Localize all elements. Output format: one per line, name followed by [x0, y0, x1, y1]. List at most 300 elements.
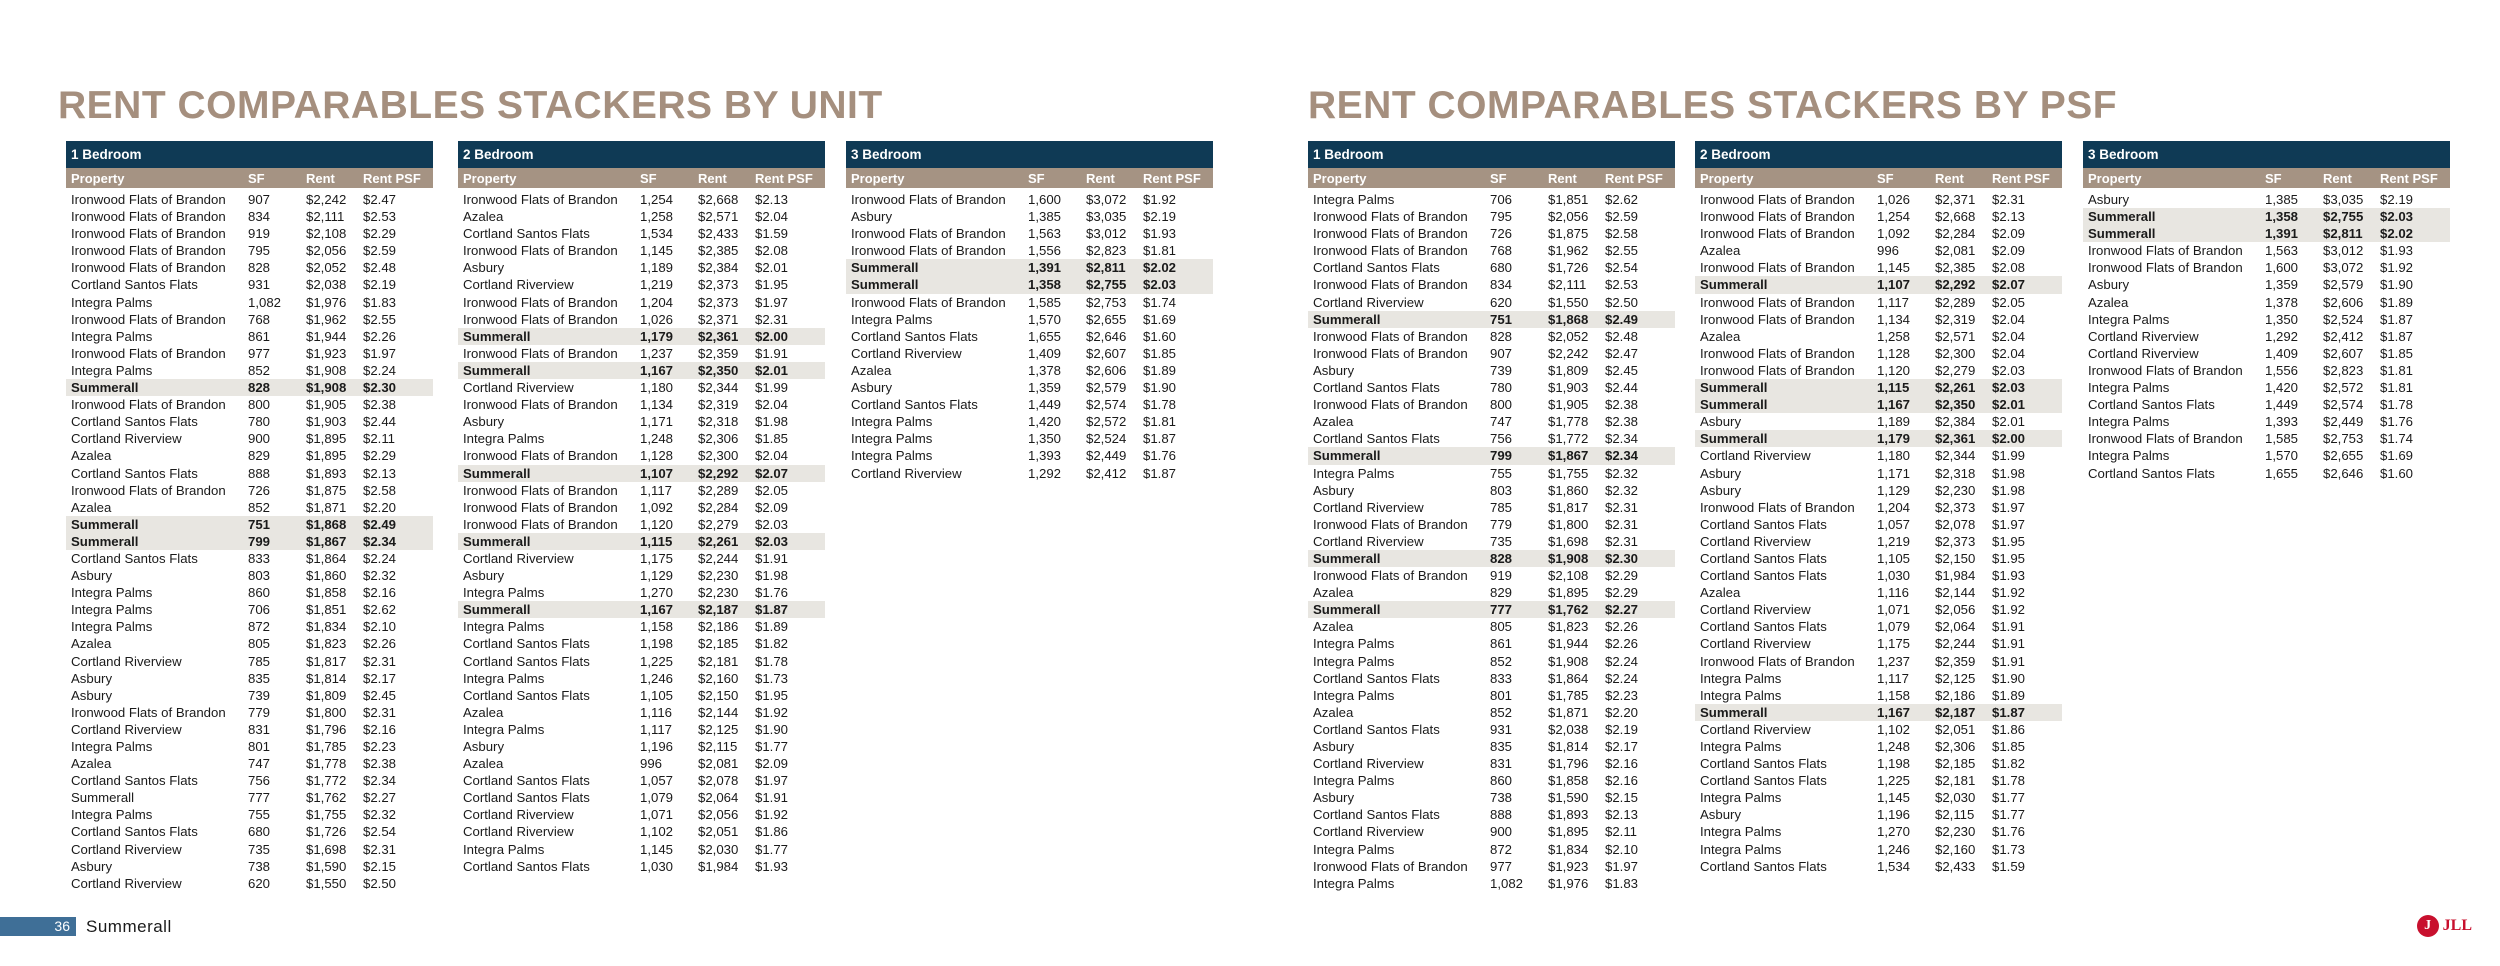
cell-rent: $2,359: [1935, 653, 1976, 669]
cell-rent-psf: $1.97: [755, 294, 789, 310]
cell-rent: $1,698: [1548, 533, 1589, 549]
cell-property: Integra Palms: [71, 807, 153, 823]
cell-sf: 888: [248, 465, 271, 481]
cell-rent-psf: $1.76: [2380, 414, 2414, 430]
cell-rent: $2,187: [698, 602, 739, 618]
table-row: [458, 294, 825, 311]
cell-rent: $3,072: [2323, 260, 2364, 276]
table-row: [458, 208, 825, 225]
cell-rent: $2,606: [1086, 362, 1127, 378]
cell-property: Integra Palms: [463, 619, 545, 635]
cell-rent: $2,052: [306, 260, 347, 276]
cell-rent-psf: $2.48: [363, 260, 397, 276]
cell-property: Cortland Santos Flats: [71, 414, 198, 430]
table-row: [1695, 618, 2062, 635]
cell-sf: 1,248: [640, 431, 674, 447]
column-header-sf: SF: [1877, 170, 1894, 186]
cell-sf: 1,393: [1028, 448, 1062, 464]
cell-property: Cortland Santos Flats: [1313, 431, 1440, 447]
table-row: [458, 721, 825, 738]
cell-rent-psf: $2.11: [1605, 824, 1638, 840]
cell-rent-psf: $2.50: [363, 875, 397, 891]
cell-property: Cortland Santos Flats: [1700, 516, 1827, 532]
cell-sf: 1,082: [1490, 875, 1524, 891]
column-header-sf: SF: [640, 170, 657, 186]
cell-rent: $1,908: [306, 362, 347, 378]
cell-sf: 852: [1490, 704, 1513, 720]
table-row: [1695, 806, 2062, 823]
cell-rent: $2,574: [1086, 397, 1127, 413]
table-row: [2083, 345, 2450, 362]
cell-property: Cortland Santos Flats: [463, 653, 590, 669]
cell-property: Cortland Santos Flats: [1700, 773, 1827, 789]
table-row: [1695, 687, 2062, 704]
cell-rent: $2,261: [1935, 380, 1976, 396]
cell-property: Asbury: [463, 739, 505, 754]
cell-rent-psf: $1.89: [1143, 362, 1177, 378]
table-row: [66, 447, 433, 464]
cell-rent-psf: $1.86: [755, 824, 789, 840]
table-row: [1695, 413, 2062, 430]
cell-property: Ironwood Flats of Brandon: [71, 704, 226, 720]
cell-rent-psf: $1.90: [2380, 277, 2414, 293]
cell-property: Integra Palms: [1313, 875, 1395, 891]
table-row: [458, 482, 825, 499]
cell-property: Ironwood Flats of Brandon: [463, 345, 618, 361]
table-row: [458, 242, 825, 259]
table-row: [458, 311, 825, 328]
cell-rent-psf: $2.03: [755, 516, 789, 532]
cell-property: Ironwood Flats of Brandon: [71, 192, 226, 207]
cell-rent: $1,867: [306, 533, 347, 549]
cell-sf: 860: [248, 585, 271, 601]
cell-rent: $1,905: [1548, 397, 1589, 413]
cell-sf: 726: [1490, 226, 1513, 242]
cell-property: Ironwood Flats of Brandon: [463, 243, 618, 259]
cell-rent-psf: $2.34: [1605, 448, 1639, 464]
cell-property: Ironwood Flats of Brandon: [2088, 362, 2243, 378]
table-row: [1308, 294, 1675, 311]
cell-property: Azalea: [851, 362, 892, 378]
cell-rent: $1,867: [1548, 448, 1589, 464]
jll-logo-mark-icon: J: [2417, 915, 2439, 937]
cell-property: Summerall: [463, 362, 531, 378]
cell-rent-psf: $2.13: [1992, 209, 2026, 225]
cell-sf: 1,158: [640, 619, 674, 635]
table-row: [458, 858, 825, 875]
cell-property: Integra Palms: [851, 448, 933, 464]
cell-property: Cortland Riverview: [1700, 636, 1811, 652]
cell-rent: $2,111: [1548, 277, 1587, 293]
cell-property: Integra Palms: [71, 585, 153, 601]
cell-rent: $1,864: [306, 550, 347, 566]
cell-rent: $1,875: [1548, 226, 1589, 242]
cell-property: Ironwood Flats of Brandon: [463, 482, 618, 498]
cell-rent: $1,823: [306, 636, 347, 652]
cell-rent: $2,753: [1086, 294, 1127, 310]
table-row: [1695, 311, 2062, 328]
table-row-highlighted: [458, 601, 825, 618]
cell-sf: 680: [248, 824, 271, 840]
cell-rent: $2,038: [306, 277, 347, 293]
table-row: [458, 618, 825, 635]
cell-rent: $1,726: [306, 824, 347, 840]
cell-rent-psf: $1.89: [2380, 294, 2414, 310]
cell-rent-psf: $2.01: [1992, 397, 2026, 413]
cell-sf: 1,196: [1877, 807, 1911, 823]
cell-rent: $2,350: [1935, 397, 1976, 413]
table-row: [458, 345, 825, 362]
cell-sf: 751: [1490, 311, 1513, 327]
cell-property: Integra Palms: [851, 311, 933, 327]
cell-rent: $2,038: [1548, 721, 1589, 737]
cell-property: Summerall: [71, 790, 135, 806]
cell-sf: 751: [248, 516, 271, 532]
table-row-highlighted: [458, 533, 825, 550]
cell-rent: $2,187: [1935, 704, 1976, 720]
table-row: [1308, 430, 1675, 447]
cell-property: Cortland Santos Flats: [463, 636, 590, 652]
cell-rent: $2,344: [1935, 448, 1976, 464]
table-row: [1695, 482, 2062, 499]
cell-property: Summerall: [1313, 550, 1381, 566]
cell-rent-psf: $1.81: [2380, 362, 2414, 378]
cell-rent-psf: $2.15: [1605, 790, 1639, 806]
cell-sf: 768: [1490, 243, 1513, 259]
cell-rent: $2,433: [1935, 858, 1976, 874]
cell-property: Integra Palms: [1700, 687, 1782, 703]
cell-rent: $2,607: [1086, 345, 1127, 361]
table-row: [846, 328, 1213, 345]
cell-property: Summerall: [1313, 311, 1381, 327]
table-row-highlighted: [1308, 550, 1675, 567]
table-row: [1695, 550, 2062, 567]
cell-property: Integra Palms: [851, 414, 933, 430]
cell-property: Cortland Santos Flats: [1700, 858, 1827, 874]
cell-property: Cortland Santos Flats: [71, 824, 198, 840]
table-row: [66, 311, 433, 328]
cell-rent-psf: $1.95: [755, 687, 789, 703]
table-row: [66, 225, 433, 242]
cell-sf: 1,198: [640, 636, 674, 652]
table-row-highlighted: [1695, 430, 2062, 447]
table-row: [2083, 430, 2450, 447]
cell-property: Cortland Santos Flats: [1313, 721, 1440, 737]
cell-property: Integra Palms: [71, 328, 153, 344]
cell-sf: 1,071: [1877, 602, 1911, 618]
cell-sf: 1,655: [1028, 328, 1062, 344]
cell-property: Integra Palms: [1313, 192, 1395, 207]
cell-rent: $1,800: [306, 704, 347, 720]
cell-rent-psf: $2.04: [1992, 311, 2026, 327]
cell-sf: 1,082: [248, 294, 282, 310]
cell-property: Asbury: [1700, 465, 1742, 481]
cell-sf: 739: [248, 687, 271, 703]
cell-property: Cortland Riverview: [1313, 756, 1424, 772]
cell-rent: $1,903: [1548, 380, 1589, 396]
cell-rent: $1,785: [1548, 687, 1589, 703]
cell-sf: 1,358: [2265, 209, 2299, 225]
cell-rent-psf: $2.05: [1992, 294, 2026, 310]
table-row-highlighted: [846, 259, 1213, 276]
cell-property: Ironwood Flats of Brandon: [71, 243, 226, 259]
table-row: [1308, 362, 1675, 379]
table-row: [458, 687, 825, 704]
cell-rent: $2,319: [698, 397, 739, 413]
table-row: [1308, 670, 1675, 687]
table-row: [458, 653, 825, 670]
cell-rent: $2,755: [1086, 277, 1127, 293]
cell-rent-psf: $1.87: [755, 602, 789, 618]
cell-rent: $2,300: [1935, 345, 1976, 361]
cell-rent: $1,778: [1548, 414, 1589, 430]
cell-sf: 829: [1490, 585, 1513, 601]
table-row: [2083, 379, 2450, 396]
table-row: [1695, 584, 2062, 601]
cell-property: Asbury: [2088, 277, 2130, 293]
table-row: [66, 482, 433, 499]
table-row: [458, 584, 825, 601]
table-row: [66, 567, 433, 584]
table-row: [66, 276, 433, 293]
cell-property: Ironwood Flats of Brandon: [463, 397, 618, 413]
cell-property: Asbury: [851, 209, 893, 225]
cell-rent: $2,306: [1935, 739, 1976, 754]
cell-rent-psf: $2.30: [363, 380, 397, 396]
cell-property: Asbury: [1313, 362, 1355, 378]
cell-rent-psf: $2.29: [363, 448, 397, 464]
cell-sf: 1,102: [1877, 721, 1911, 737]
cell-sf: 1,117: [640, 721, 673, 737]
cell-rent-psf: $2.49: [1605, 311, 1639, 327]
cell-rent-psf: $1.90: [1143, 380, 1177, 396]
cell-rent-psf: $2.55: [363, 311, 397, 327]
column-header-property: Property: [463, 170, 517, 186]
cell-sf: 779: [248, 704, 271, 720]
cell-rent: $1,871: [306, 499, 347, 515]
table-row: [458, 379, 825, 396]
cell-property: Ironwood Flats of Brandon: [1313, 209, 1468, 225]
column-header-property: Property: [71, 170, 125, 186]
cell-rent-psf: $2.03: [1992, 362, 2026, 378]
cell-rent-psf: $2.45: [363, 687, 397, 703]
table-row: [66, 208, 433, 225]
cell-property: Cortland Riverview: [463, 380, 574, 396]
table-row: [2083, 294, 2450, 311]
table-title: 1 Bedroom: [66, 141, 433, 168]
table-row: [66, 789, 433, 806]
cell-rent: $2,579: [1086, 380, 1127, 396]
cell-property: Cortland Riverview: [71, 721, 182, 737]
table-row: [1308, 259, 1675, 276]
cell-property: Ironwood Flats of Brandon: [1313, 345, 1468, 361]
cell-sf: 1,129: [1877, 482, 1911, 498]
cell-rent-psf: $2.19: [1143, 209, 1177, 225]
cell-property: Integra Palms: [71, 619, 153, 635]
cell-rent: $1,823: [1548, 619, 1589, 635]
cell-rent-psf: $1.87: [1992, 704, 2026, 720]
cell-rent: $2,111: [306, 209, 345, 225]
cell-property: Cortland Riverview: [71, 653, 182, 669]
cell-sf: 1,409: [1028, 345, 1062, 361]
cell-property: Summerall: [463, 328, 531, 344]
cell-sf: 1,145: [1877, 260, 1911, 276]
cell-sf: 1,092: [1877, 226, 1911, 242]
table-row: [1695, 191, 2062, 208]
table-row: [458, 823, 825, 840]
table-row: [66, 653, 433, 670]
table-row: [458, 755, 825, 772]
cell-sf: 1,420: [2265, 380, 2299, 396]
cell-rent-psf: $2.31: [1605, 516, 1639, 532]
cell-rent: $1,868: [306, 516, 347, 532]
cell-rent-psf: $2.10: [363, 619, 397, 635]
cell-rent: $1,590: [1548, 790, 1589, 806]
cell-property: Cortland Riverview: [1700, 602, 1811, 618]
table-row: [1308, 823, 1675, 840]
cell-rent-psf: $2.53: [363, 209, 397, 225]
cell-sf: 1,057: [640, 773, 674, 789]
cell-rent: $2,373: [698, 294, 739, 310]
cell-sf: 777: [1490, 602, 1513, 618]
cell-property: Azalea: [1313, 704, 1354, 720]
cell-rent-psf: $2.09: [1992, 226, 2026, 242]
cell-rent-psf: $2.07: [755, 465, 789, 481]
table-row: [846, 294, 1213, 311]
cell-property: Cortland Santos Flats: [463, 226, 590, 242]
cell-rent-psf: $2.19: [1605, 721, 1639, 737]
cell-property: Asbury: [71, 568, 113, 584]
cell-property: Cortland Riverview: [2088, 345, 2199, 361]
table-3br-by-unit: [846, 141, 1213, 482]
cell-rent-psf: $2.01: [755, 260, 789, 276]
table-row: [2083, 396, 2450, 413]
cell-rent: $1,809: [306, 687, 347, 703]
table-row: [1308, 379, 1675, 396]
cell-rent: $1,893: [306, 465, 347, 481]
cell-sf: 828: [1490, 328, 1513, 344]
cell-rent-psf: $2.24: [1605, 670, 1639, 686]
cell-sf: 1,570: [1028, 311, 1062, 327]
cell-property: Integra Palms: [1700, 670, 1782, 686]
cell-property: Summerall: [1700, 380, 1768, 396]
table-row-highlighted: [846, 276, 1213, 293]
cell-rent: $1,755: [1548, 465, 1589, 481]
cell-rent: $2,571: [1935, 328, 1976, 344]
cell-sf: 779: [1490, 516, 1513, 532]
table-row: [66, 618, 433, 635]
cell-sf: 919: [1490, 568, 1513, 584]
table-row: [66, 823, 433, 840]
cell-sf: 1,175: [1877, 636, 1911, 652]
cell-rent: $2,030: [1935, 790, 1976, 806]
cell-property: Summerall: [1700, 277, 1768, 293]
cell-property: Azalea: [1700, 243, 1741, 259]
table-row: [2083, 328, 2450, 345]
cell-rent: $2,292: [1935, 277, 1976, 293]
cell-sf: 829: [248, 448, 271, 464]
table-row: [458, 225, 825, 242]
column-header-property: Property: [1700, 170, 1754, 186]
table-column-header: [2083, 168, 2450, 188]
table-row: [1308, 567, 1675, 584]
cell-rent-psf: $2.45: [1605, 362, 1639, 378]
cell-sf: 1,258: [640, 209, 674, 225]
cell-rent-psf: $1.89: [755, 619, 789, 635]
cell-sf: 800: [1490, 397, 1513, 413]
cell-sf: 996: [640, 756, 663, 772]
cell-rent-psf: $1.59: [1992, 858, 2026, 874]
cell-rent-psf: $1.82: [1992, 756, 2026, 772]
cell-sf: 1,219: [1877, 533, 1911, 549]
cell-property: Ironwood Flats of Brandon: [71, 226, 226, 242]
cell-sf: 1,102: [640, 824, 674, 840]
cell-rent-psf: $2.31: [755, 311, 789, 327]
column-header-rent-psf: Rent PSF: [1992, 170, 2050, 186]
cell-sf: 834: [248, 209, 271, 225]
table-row: [846, 430, 1213, 447]
cell-sf: 1,071: [640, 807, 674, 823]
cell-property: Ironwood Flats of Brandon: [851, 192, 1006, 207]
table-row: [1695, 465, 2062, 482]
table-row-highlighted: [1695, 704, 2062, 721]
cell-rent-psf: $2.48: [1605, 328, 1639, 344]
cell-property: Ironwood Flats of Brandon: [2088, 243, 2243, 259]
cell-sf: 996: [1877, 243, 1900, 259]
cell-property: Cortland Santos Flats: [1700, 619, 1827, 635]
cell-sf: 1,145: [1877, 790, 1911, 806]
cell-rent-psf: $2.53: [1605, 277, 1639, 293]
cell-rent: $2,449: [2323, 414, 2364, 430]
cell-property: Cortland Riverview: [1700, 721, 1811, 737]
cell-rent-psf: $1.69: [2380, 448, 2414, 464]
cell-property: Ironwood Flats of Brandon: [71, 209, 226, 225]
cell-rent-psf: $2.17: [363, 670, 397, 686]
cell-rent-psf: $1.93: [1992, 568, 2026, 584]
cell-rent-psf: $2.30: [1605, 550, 1639, 566]
cell-rent: $1,893: [1548, 807, 1589, 823]
cell-rent: $2,150: [1935, 550, 1976, 566]
cell-rent: $2,412: [1086, 465, 1127, 481]
cell-sf: 1,196: [640, 739, 674, 754]
cell-rent-psf: $2.44: [363, 414, 397, 430]
table-1br-by-unit: [66, 141, 433, 892]
cell-rent: $2,279: [698, 516, 739, 532]
cell-property: Asbury: [463, 568, 505, 584]
cell-property: Ironwood Flats of Brandon: [463, 448, 618, 464]
cell-rent: $1,875: [306, 482, 347, 498]
table-row: [458, 276, 825, 293]
cell-rent-psf: $2.34: [363, 773, 397, 789]
cell-sf: 1,254: [1877, 209, 1911, 225]
cell-property: Summerall: [1700, 397, 1768, 413]
cell-rent-psf: $2.31: [363, 841, 397, 857]
cell-rent: $2,186: [698, 619, 739, 635]
cell-sf: 852: [1490, 653, 1513, 669]
cell-property: Ironwood Flats of Brandon: [1313, 226, 1468, 242]
cell-rent-psf: $1.78: [755, 653, 789, 669]
cell-rent-psf: $2.03: [755, 533, 789, 549]
cell-sf: 1,167: [640, 362, 674, 378]
table-row: [66, 755, 433, 772]
cell-rent-psf: $1.87: [2380, 311, 2414, 327]
cell-rent: $2,279: [1935, 362, 1976, 378]
cell-rent-psf: $1.60: [2380, 465, 2414, 481]
table-column-header: [1695, 168, 2062, 188]
page-number: 36: [0, 917, 76, 936]
column-header-rent: Rent: [698, 170, 727, 186]
cell-rent-psf: $2.10: [1605, 841, 1639, 857]
